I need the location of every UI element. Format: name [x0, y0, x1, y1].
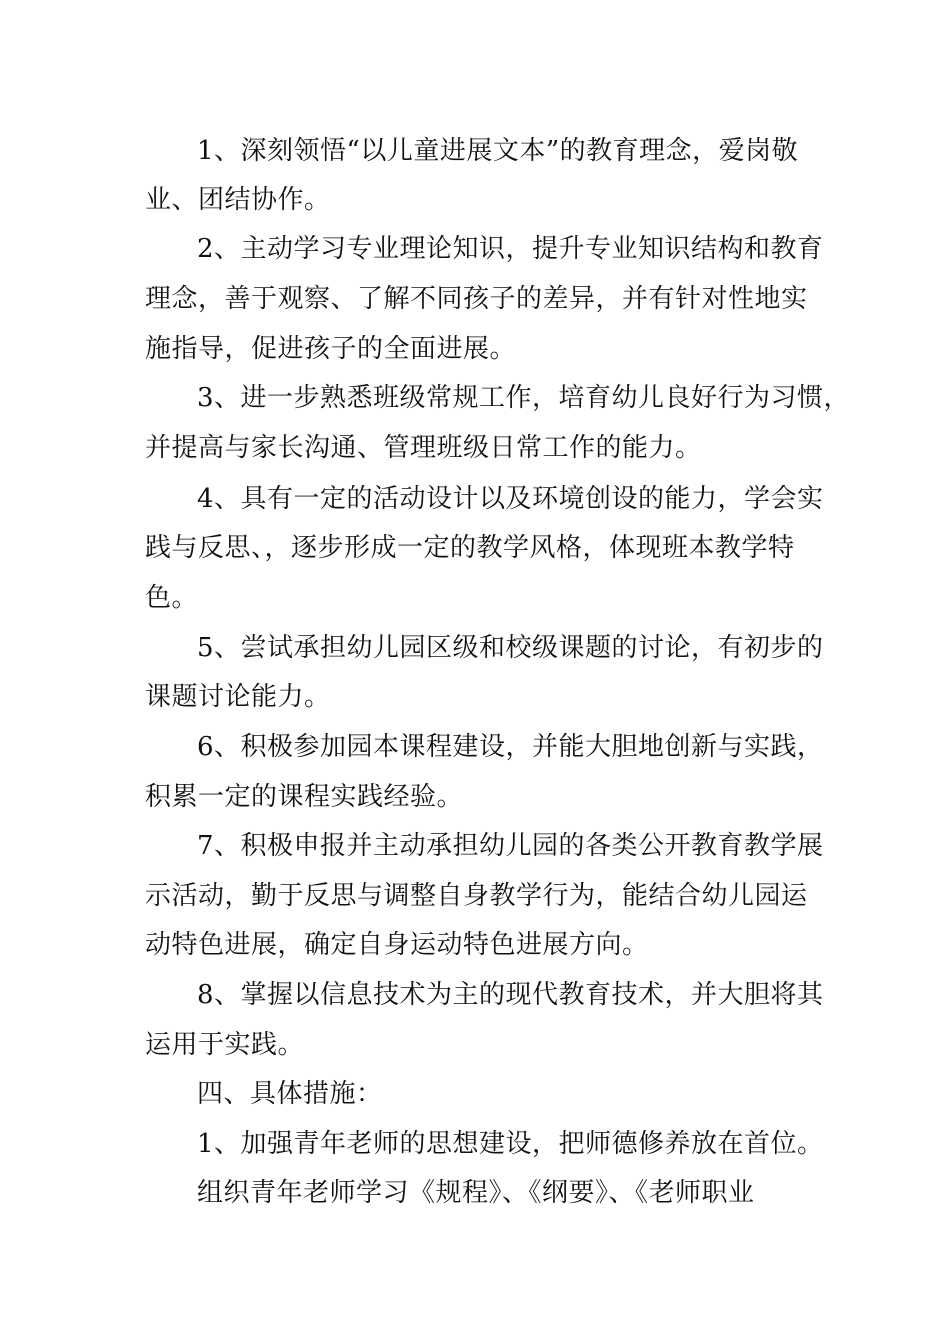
text-line: 色。 [145, 583, 199, 613]
text-line: 积累一定的课程实践经验。 [145, 782, 464, 812]
text-line: 并提高与家长沟通、管理班级日常工作的能力。 [145, 433, 702, 463]
text-line: 4、具有一定的活动设计以及环境创设的能力，学会实 [197, 484, 824, 514]
text-line: 组织青年老师学习《规程》、《纲要》、《老师职业 [197, 1178, 755, 1208]
text-line: 示活动，勤于反思与调整自身教学行为，能结合幼儿园运 [145, 881, 808, 911]
text-line: 理念，善于观察、了解不同孩子的差异，并有针对性地实 [145, 284, 808, 314]
text-line: 2、主动学习专业理论知识，提升专业知识结构和教育 [197, 234, 824, 264]
text-line: 1、加强青年老师的思想建设，把师德修养放在首位。 [197, 1129, 824, 1159]
text-line: 业、团结协作。 [145, 185, 331, 215]
text-line: 动特色进展，确定自身运动特色进展方向。 [145, 930, 649, 960]
text-line: 8、掌握以信息技术为主的现代教育技术，并大胆将其 [197, 980, 824, 1010]
text-line: 6、积极参加园本课程建设，并能大胆地创新与实践， [197, 732, 824, 762]
text-line: 3、进一步熟悉班级常规工作，培育幼儿良好行为习惯， [197, 383, 851, 413]
text-line: 运用于实践。 [145, 1030, 305, 1060]
text-line: 施指导，促进孩子的全面进展。 [145, 334, 517, 364]
text-line: 5、尝试承担幼儿园区级和校级课题的讨论，有初步的 [197, 633, 824, 663]
text-line: 践与反思、，逐步形成一定的教学风格，体现班本教学特 [145, 533, 795, 563]
text-line: 课题讨论能力。 [145, 682, 331, 712]
text-line: 1、深刻领悟“以儿童进展文本”的教育理念，爱岗敬 [197, 136, 799, 166]
text-line: 7、积极申报并主动承担幼儿园的各类公开教育教学展 [197, 831, 824, 861]
section-heading: 四、具体措施： [197, 1079, 383, 1109]
